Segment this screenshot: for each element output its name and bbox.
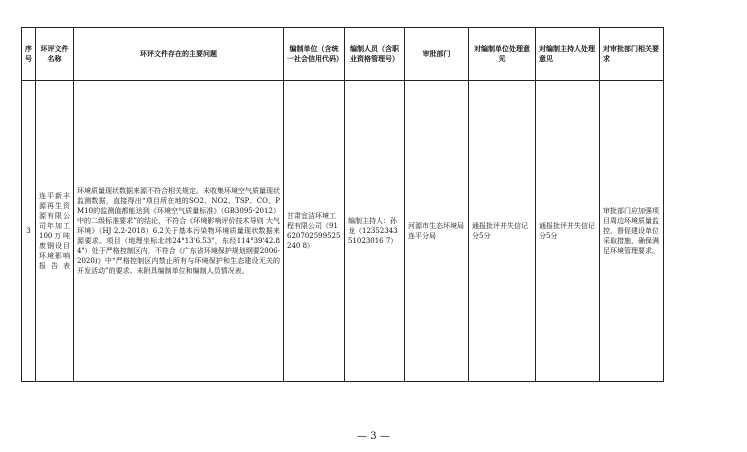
review-table bbox=[21, 27, 664, 382]
page-number: — 3 — bbox=[357, 431, 390, 442]
row-host-opinion: 通报批评并失信记分5分 bbox=[536, 81, 600, 382]
header-host-opinion: 对编制主持人处理意见 bbox=[536, 28, 600, 81]
header-name: 环评文件名称 bbox=[36, 28, 74, 81]
table-row bbox=[22, 81, 664, 382]
header-dept: 审批部门 bbox=[405, 28, 469, 81]
row-unit: 甘肃宜洁环境工程有限公司（91620702599525240 8） bbox=[284, 81, 345, 382]
row-unit-opinion: 通报批评并失信记分5分 bbox=[469, 81, 536, 382]
row-dept-req: 审批部门应加强项目周边环境质量监控，督促建设单位采取措施，确保满足环境管理要求。 bbox=[600, 81, 664, 382]
header-issues: 环评文件存在的主要问题 bbox=[74, 28, 284, 81]
row-name: 连平新丰源再生资源有限公司年加工100万吨废钢设目环境影响报告表 bbox=[36, 81, 74, 382]
row-seq: 3 bbox=[22, 81, 36, 382]
header-person: 编制人员（含职业资格管理号） bbox=[345, 28, 405, 81]
row-person: 编制主持人：孙龙（1235234351023016 7） bbox=[345, 81, 405, 382]
row-issues: 环境质量现状数据来源不符合相关规定。未收集环境空气质量现状监测数据，直接得出“项目所在地的SO2、NO2、TSP、CO、PM10的监测值都能达到《环境空气质量标准》（GB3095-2012）中的二级标准要求”的结论，不符合《环境影响评价技术导则 大气环境》（HJ 2.2-2018）6.2关于基本污染物环境质量现状数据来源要求。项目（地理坐标北纬24°13'6.53"，东经114°39'42.84"）处于严格控制区内，不符合《广东省环境保护规划纲要2006-2020)》中“严格控制区内禁止所有与环境保护和生态建设无关的开发活动”的要求。未附具编制单位和编制人员情况表。 bbox=[74, 81, 284, 382]
header-unit-opinion: 对编制单位处理意见 bbox=[469, 28, 536, 81]
header-row bbox=[22, 28, 664, 81]
header-dept-req: 对审批部门相关要求 bbox=[600, 28, 664, 81]
row-dept: 河源市生态环境局连平分局 bbox=[405, 81, 469, 382]
header-unit: 编制单位（含统一社会信用代码） bbox=[284, 28, 345, 81]
header-seq: 序号 bbox=[22, 28, 36, 81]
